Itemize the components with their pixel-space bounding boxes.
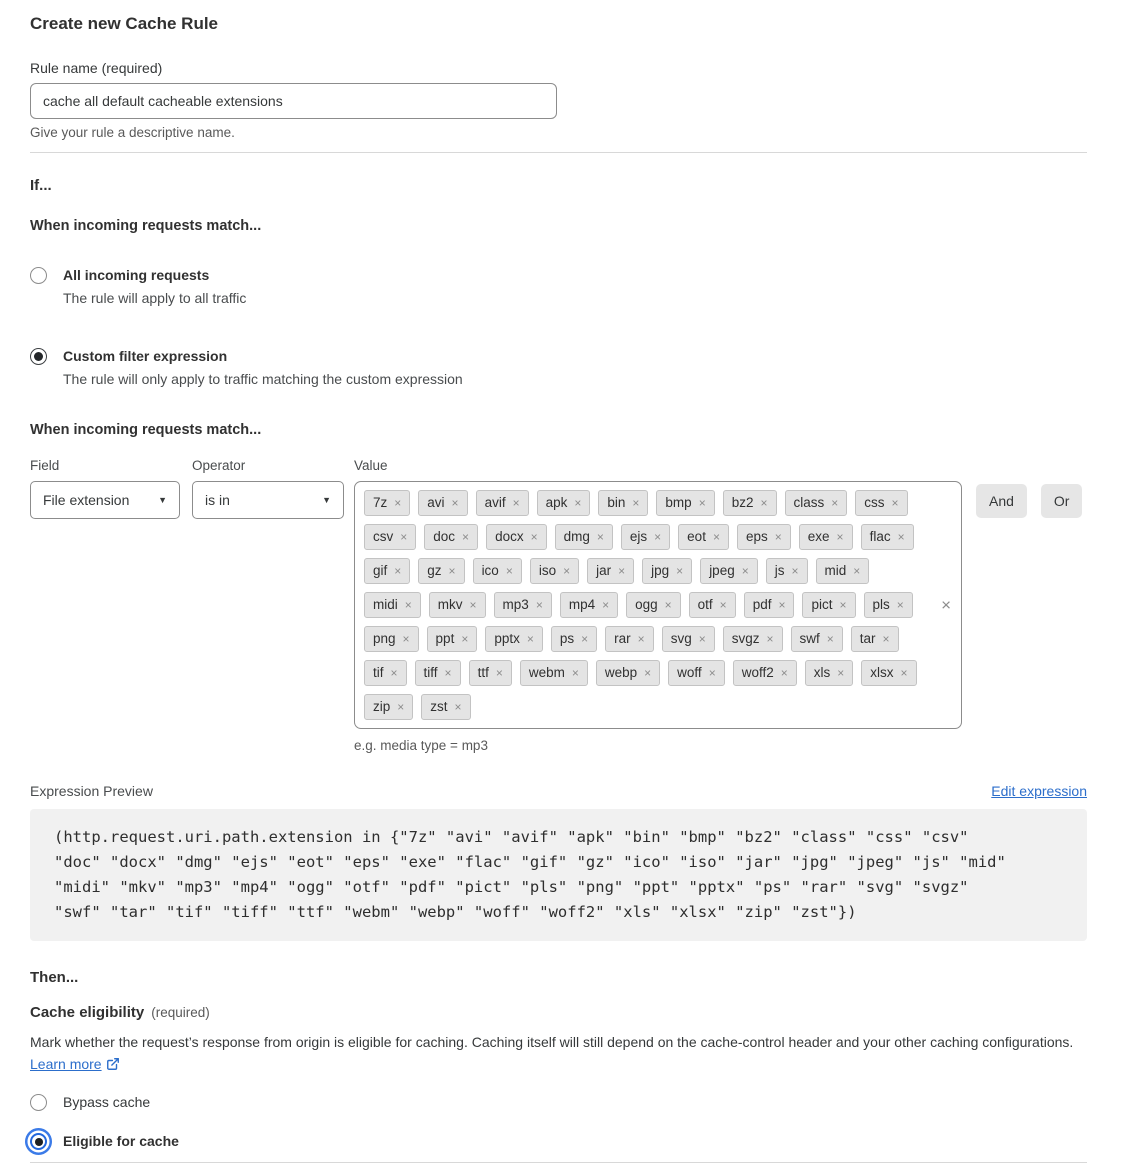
value-tag-label: swf	[799, 631, 820, 646]
value-tag-label: jpeg	[709, 563, 735, 578]
value-tag-label: xlsx	[870, 665, 894, 680]
value-tag-label: webp	[604, 665, 638, 680]
radio-icon-custom-filter[interactable]	[30, 348, 47, 365]
remove-tag-icon[interactable]: ×	[495, 666, 503, 680]
value-tag-label: otf	[697, 597, 713, 612]
cache-eligibility-row	[30, 1004, 1087, 1021]
value-tag-label: mp3	[502, 597, 529, 612]
value-tag-label: 7z	[373, 495, 388, 510]
radio-option-eligible-for-cache[interactable]	[30, 1132, 1087, 1150]
value-tag	[662, 626, 715, 652]
remove-tag-icon[interactable]: ×	[698, 632, 706, 646]
edit-expression-link[interactable]: Edit expression	[991, 783, 1087, 799]
field-select-value: File extension	[43, 492, 130, 508]
value-tag-label: mp4	[568, 597, 596, 612]
radio-option-all-incoming[interactable]	[30, 266, 1087, 307]
value-tag	[791, 626, 843, 652]
value-tag-label: dmg	[563, 529, 590, 544]
value-tag	[364, 660, 407, 686]
value-tag	[723, 490, 777, 516]
builder-heading: When incoming requests match...	[30, 422, 262, 438]
value-tag	[805, 660, 854, 686]
value-tag-label: mkv	[437, 597, 463, 612]
operator-select[interactable]	[192, 481, 344, 519]
remove-tag-icon[interactable]: ×	[882, 632, 890, 646]
radio-icon-eligible-for-cache[interactable]	[30, 1133, 47, 1150]
value-tag-label: ejs	[629, 529, 648, 544]
value-tag	[415, 660, 461, 686]
value-tag	[744, 592, 795, 618]
operator-label: Operator	[192, 458, 246, 473]
value-tag-label: bin	[607, 495, 626, 510]
value-tag	[598, 490, 648, 516]
value-tag	[723, 626, 783, 652]
remove-tag-icon[interactable]: ×	[526, 632, 534, 646]
remove-tag-icon[interactable]: ×	[444, 666, 452, 680]
value-tag	[799, 524, 853, 550]
rule-name-label: Rule name (required)	[30, 60, 163, 76]
remove-tag-icon[interactable]: ×	[778, 598, 786, 612]
remove-tag-icon[interactable]: ×	[451, 496, 459, 510]
value-tag	[700, 558, 758, 584]
cache-eligibility-description-text: Mark whether the request’s response from origin is eligible for caching. Caching itself will still depend on the cache-control header and your other caching configurations.	[30, 1034, 1074, 1050]
remove-tag-icon[interactable]: ×	[618, 564, 626, 578]
remove-tag-icon[interactable]: ×	[505, 564, 513, 578]
field-select[interactable]	[30, 481, 180, 519]
value-tag-label: webm	[528, 665, 565, 680]
remove-tag-icon[interactable]: ×	[632, 496, 640, 510]
value-tag	[555, 524, 613, 550]
remove-tag-icon[interactable]: ×	[741, 564, 749, 578]
remove-tag-icon[interactable]: ×	[469, 598, 477, 612]
value-tag	[551, 626, 597, 652]
value-tag	[605, 626, 654, 652]
value-tag	[485, 626, 543, 652]
cache-eligibility-label: Cache eligibility	[30, 1004, 145, 1021]
remove-tag-icon[interactable]: ×	[712, 530, 720, 544]
value-tag-label: pict	[811, 597, 833, 612]
remove-tag-icon[interactable]: ×	[574, 496, 582, 510]
value-tag	[851, 626, 899, 652]
value-tag-label: pls	[872, 597, 890, 612]
value-tag-label: avif	[484, 495, 506, 510]
expression-code-line: (http.request.uri.path.extension in {"7z" "avi" "avif" "apk" "bin" "bmp" "bz2" "class" "css" "csv"	[54, 828, 969, 846]
rule-name-help: Give your rule a descriptive name.	[30, 125, 235, 140]
value-tag	[427, 626, 478, 652]
value-hint: e.g. media type = mp3	[354, 738, 488, 753]
value-tag	[864, 592, 913, 618]
external-link-icon	[106, 1055, 120, 1077]
create-cache-rule-form	[30, 0, 1087, 1163]
value-tag-label: tiff	[423, 665, 438, 680]
value-tag-label: jar	[596, 563, 612, 578]
remove-tag-icon[interactable]: ×	[512, 496, 520, 510]
value-tag-label: gif	[373, 563, 388, 578]
field-label: Field	[30, 458, 60, 473]
value-tag-label: avi	[427, 495, 445, 510]
remove-tag-icon[interactable]: ×	[831, 496, 839, 510]
remove-tag-icon[interactable]: ×	[826, 632, 834, 646]
value-tag	[486, 524, 547, 550]
value-tag	[668, 660, 725, 686]
value-tag	[678, 524, 729, 550]
value-tag-label: jpg	[651, 563, 670, 578]
or-button[interactable]: Or	[1041, 484, 1083, 518]
value-tag-label: xls	[813, 665, 831, 680]
remove-tag-icon[interactable]: ×	[891, 496, 899, 510]
value-tag	[418, 490, 467, 516]
value-tag	[733, 660, 797, 686]
remove-tag-icon[interactable]: ×	[708, 666, 716, 680]
remove-tag-icon[interactable]: ×	[664, 598, 672, 612]
value-tag-label: doc	[433, 529, 456, 544]
expression-preview-label: Expression Preview	[30, 783, 153, 799]
value-tag-label: woff	[677, 665, 702, 680]
remove-tag-icon[interactable]: ×	[766, 632, 774, 646]
radio-label-custom-filter: Custom filter expression	[63, 348, 228, 364]
radio-desc-all-incoming: The rule will apply to all traffic	[63, 290, 247, 306]
remove-tag-icon[interactable]: ×	[462, 530, 470, 544]
remove-tag-icon[interactable]: ×	[836, 530, 844, 544]
value-tag-label: eot	[687, 529, 706, 544]
value-tag	[861, 660, 916, 686]
cache-eligibility-required: (required)	[151, 1005, 210, 1020]
remove-tag-icon[interactable]: ×	[397, 700, 405, 714]
value-tag-label: ps	[559, 631, 575, 646]
value-tag-label: ogg	[635, 597, 658, 612]
value-tag	[421, 694, 470, 720]
value-tag-label: flac	[869, 529, 891, 544]
value-tag-label: js	[774, 563, 785, 578]
radio-label-bypass-cache: Bypass cache	[63, 1094, 151, 1110]
value-tag-label: csv	[373, 529, 394, 544]
value-tag-label: png	[373, 631, 396, 646]
value-tag	[424, 524, 478, 550]
if-heading: If...	[30, 177, 52, 194]
remove-tag-icon[interactable]: ×	[637, 632, 645, 646]
value-tag	[656, 490, 714, 516]
value-tag	[364, 592, 421, 618]
operator-select-value: is in	[205, 492, 230, 508]
value-tag	[626, 592, 681, 618]
then-heading: Then...	[30, 969, 79, 986]
value-tag-label: eps	[745, 529, 768, 544]
value-tag-label: midi	[373, 597, 398, 612]
value-tag-label: bz2	[731, 495, 754, 510]
remove-tag-icon[interactable]: ×	[900, 666, 908, 680]
value-tag	[621, 524, 670, 550]
value-tag	[530, 558, 579, 584]
remove-tag-icon[interactable]: ×	[571, 666, 579, 680]
value-tag	[560, 592, 618, 618]
expression-code-line: "midi" "mkv" "mp3" "mp4" "ogg" "otf" "pdf" "pict" "pls" "png" "ppt" "pptx" "ps" "rar" "svg" "svgz"	[54, 878, 969, 896]
value-tag-label: bmp	[665, 495, 692, 510]
value-tag	[587, 558, 634, 584]
remove-tag-icon[interactable]: ×	[791, 564, 799, 578]
value-tag-label: woff2	[741, 665, 774, 680]
value-tag	[596, 660, 660, 686]
value-tag-label: pdf	[752, 597, 772, 612]
remove-tag-icon[interactable]: ×	[774, 530, 782, 544]
clear-all-icon[interactable]: ×	[941, 595, 951, 615]
if-subheading: When incoming requests match...	[30, 218, 262, 234]
value-tag	[642, 558, 692, 584]
cache-eligibility-description	[30, 1031, 1087, 1077]
value-tag-label: exe	[807, 529, 830, 544]
value-tag	[855, 490, 907, 516]
learn-more-link[interactable]: Learn more	[30, 1056, 102, 1072]
value-tag-label: ppt	[435, 631, 455, 646]
value-tag-label: apk	[545, 495, 568, 510]
radio-desc-custom-filter: The rule will only apply to traffic matching the custom expression	[63, 371, 463, 387]
remove-tag-icon[interactable]: ×	[404, 598, 412, 612]
value-tag-label: zip	[373, 699, 391, 714]
remove-tag-icon[interactable]: ×	[760, 496, 768, 510]
value-label: Value	[354, 458, 388, 473]
remove-tag-icon[interactable]: ×	[394, 564, 402, 578]
value-tag-label: docx	[495, 529, 524, 544]
remove-tag-icon[interactable]: ×	[596, 530, 604, 544]
value-tag-label: iso	[538, 563, 557, 578]
value-tag	[364, 694, 413, 720]
remove-tag-icon[interactable]: ×	[676, 564, 684, 578]
value-tag	[364, 626, 419, 652]
value-tag	[861, 524, 914, 550]
remove-tag-icon[interactable]: ×	[654, 530, 662, 544]
remove-tag-icon[interactable]: ×	[780, 666, 788, 680]
value-tag	[418, 558, 464, 584]
remove-tag-icon[interactable]: ×	[896, 598, 904, 612]
radio-option-custom-filter[interactable]	[30, 347, 1087, 388]
remove-tag-icon[interactable]: ×	[390, 666, 398, 680]
remove-tag-icon[interactable]: ×	[402, 632, 410, 646]
remove-tag-icon[interactable]: ×	[394, 496, 402, 510]
remove-tag-icon[interactable]: ×	[448, 564, 456, 578]
remove-tag-icon[interactable]: ×	[602, 598, 610, 612]
value-tag	[766, 558, 808, 584]
remove-tag-icon[interactable]: ×	[837, 666, 845, 680]
rule-name-input[interactable]	[30, 83, 557, 119]
value-tag-label: svg	[670, 631, 692, 646]
expression-preview-header	[30, 783, 1087, 799]
remove-tag-icon[interactable]: ×	[839, 598, 847, 612]
section-divider	[30, 152, 1087, 153]
remove-tag-icon[interactable]: ×	[719, 598, 727, 612]
radio-icon-all-incoming[interactable]	[30, 267, 47, 284]
value-tag	[494, 592, 552, 618]
value-tag	[520, 660, 588, 686]
value-tag	[364, 524, 416, 550]
remove-tag-icon[interactable]: ×	[897, 530, 905, 544]
remove-tag-icon[interactable]: ×	[644, 666, 652, 680]
value-tag-label: tar	[859, 631, 876, 646]
value-multiselect[interactable]	[354, 481, 962, 729]
radio-icon-bypass-cache[interactable]	[30, 1094, 47, 1111]
value-tag	[785, 490, 848, 516]
value-tag-label: svgz	[731, 631, 760, 646]
value-tag	[537, 490, 591, 516]
remove-tag-icon[interactable]: ×	[400, 530, 408, 544]
value-tag-label: ttf	[477, 665, 489, 680]
value-tag-label: css	[864, 495, 885, 510]
value-tag-label: mid	[824, 563, 847, 578]
remove-tag-icon[interactable]: ×	[698, 496, 706, 510]
expression-preview-code	[30, 809, 1087, 941]
value-tag-label: pptx	[494, 631, 520, 646]
remove-tag-icon[interactable]: ×	[563, 564, 571, 578]
expression-code-line: "swf" "tar" "tif" "tiff" "ttf" "webm" "webp" "woff" "woff2" "xls" "xlsx" "zip" "zst"})	[54, 903, 857, 921]
page-title: Create new Cache Rule	[30, 14, 219, 33]
remove-tag-icon[interactable]: ×	[454, 700, 462, 714]
value-tag-label: gz	[427, 563, 442, 578]
value-tag	[364, 558, 410, 584]
value-tag-label: class	[793, 495, 825, 510]
expression-code-line: "doc" "docx" "dmg" "ejs" "eot" "eps" "exe" "flac" "gif" "gz" "ico" "iso" "jar" "jpg" "jpeg" "js" "mid"	[54, 853, 1006, 871]
remove-tag-icon[interactable]: ×	[530, 530, 538, 544]
value-tag-label: tif	[373, 665, 384, 680]
value-tag	[469, 660, 512, 686]
value-tag-label: zst	[430, 699, 448, 714]
value-tag	[476, 490, 529, 516]
radio-option-bypass-cache[interactable]	[30, 1093, 1087, 1111]
value-tag	[816, 558, 870, 584]
value-tag	[802, 592, 855, 618]
value-tag	[689, 592, 736, 618]
value-tag	[364, 490, 410, 516]
value-tag	[737, 524, 791, 550]
value-tag-label: ico	[481, 563, 499, 578]
remove-tag-icon[interactable]: ×	[581, 632, 589, 646]
remove-tag-icon[interactable]: ×	[535, 598, 543, 612]
remove-tag-icon[interactable]: ×	[461, 632, 469, 646]
remove-tag-icon[interactable]: ×	[853, 564, 861, 578]
chevron-down-icon: ▼	[158, 495, 167, 505]
value-tag	[429, 592, 486, 618]
value-tag-label: rar	[614, 631, 631, 646]
radio-label-eligible-for-cache: Eligible for cache	[63, 1133, 179, 1149]
and-button[interactable]: And	[976, 484, 1027, 518]
chevron-down-icon: ▼	[322, 495, 331, 505]
value-tag	[473, 558, 522, 584]
radio-label-all-incoming: All incoming requests	[63, 267, 210, 283]
expression-builder-row	[30, 458, 1087, 753]
